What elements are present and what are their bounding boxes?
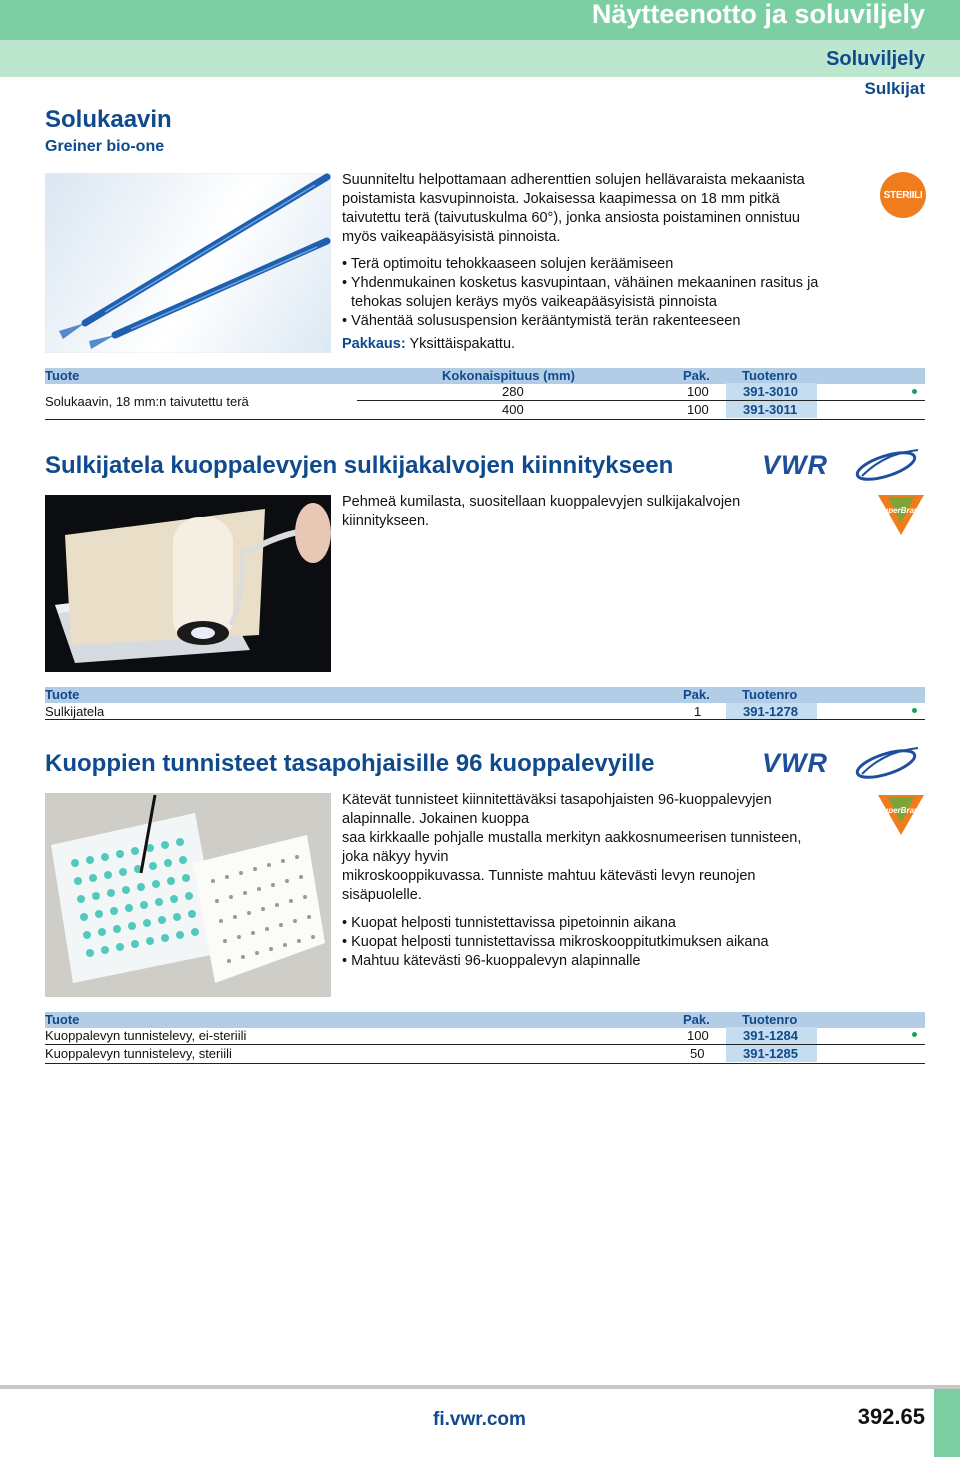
vwr-logo-text: VWR — [762, 748, 828, 778]
feature-item-continued: tehokas solujen keräys myös vaikeapääsyisistä pinnoista — [351, 294, 717, 310]
product1-description — [342, 171, 872, 247]
product3-desc-line: joka näkyy hyvin — [342, 849, 449, 865]
product3-desc-line: alapinnalle. Jokainen kuoppa — [342, 811, 530, 827]
product3-desc-line: mikroskooppikuvassa. Tunniste mahtuu kätevästi levyn reunojen — [342, 868, 756, 884]
table-bottom-line — [45, 1063, 925, 1064]
col-product: Tuote — [45, 368, 80, 383]
table-cell-pak: 100 — [687, 1028, 709, 1043]
table-bottom-line — [45, 719, 925, 720]
superbrand-text: SuperBrand — [878, 806, 924, 815]
table-bottom-line — [45, 419, 925, 420]
product1-desc-line: poistamista kasvupinnoista. Jokaisessa kaapimessa on 18 mm pitkä — [342, 191, 780, 207]
table-cell-pak: 1 — [694, 704, 702, 719]
product1-features — [342, 255, 882, 331]
availability-dot-icon — [912, 1032, 917, 1037]
product3-description — [342, 791, 872, 905]
feature-item: • Terä optimoitu tehokkaaseen solujen keräämiseen — [342, 256, 674, 272]
product3-table-header — [45, 1012, 925, 1028]
vwr-swoosh-icon — [852, 744, 927, 780]
superbrand-badge-icon — [876, 493, 926, 537]
product1-packaging — [342, 335, 515, 354]
superbrand-badge-icon — [876, 793, 926, 837]
col-length: Kokonaispituus (mm) — [442, 368, 575, 383]
product-code: 391-3010 — [726, 383, 817, 400]
chapter-title: Näytteenotto ja soluviljely — [591, 0, 925, 29]
footer-url-link[interactable]: fi.vwr.com — [433, 1409, 526, 1430]
packaging-label: Pakkaus: — [342, 336, 406, 352]
superbrand-triangle-icon — [876, 493, 926, 537]
col-pak: Pak. — [683, 368, 710, 383]
col-product: Tuote — [45, 1012, 80, 1027]
table-cell-name: Kuoppalevyn tunnistelevy, ei-steriili — [45, 1028, 247, 1043]
col-code: Tuotenro — [742, 1012, 798, 1027]
vwr-logo-icon — [762, 446, 927, 484]
header-subband — [0, 40, 960, 77]
feature-item: • Yhdenmukainen kosketus kasvupintaan, vähäinen mekaaninen rasitus ja — [342, 275, 819, 291]
feature-item: • Kuopat helposti tunnistettavissa pipetoinnin aikana — [342, 915, 676, 931]
cell-scraper-illustration — [45, 173, 331, 353]
feature-item: • Mahtuu kätevästi 96-kuoppalevyn alapinnalle — [342, 953, 641, 969]
col-code: Tuotenro — [742, 687, 798, 702]
feature-item: • Vähentää solususpension kerääntymistä terän rakenteeseen — [342, 313, 741, 329]
vwr-swoosh-icon — [852, 446, 927, 482]
product-code: 391-3011 — [726, 401, 817, 418]
packaging-value: Yksittäispakattu. — [409, 336, 516, 352]
sealing-roller-image — [45, 495, 331, 672]
col-product: Tuote — [45, 687, 80, 702]
col-pak: Pak. — [683, 1012, 710, 1027]
cell-scraper-image — [45, 173, 331, 353]
product3-features — [342, 914, 882, 971]
footer-divider — [0, 1385, 960, 1389]
sterile-badge-icon — [880, 172, 926, 218]
availability-dot-icon — [912, 389, 917, 394]
well-identifier-image — [45, 793, 331, 997]
subsection-title: Sulkijat — [864, 79, 925, 98]
product1-table-header — [45, 368, 925, 384]
table-cell-length: 280 — [502, 384, 524, 399]
product3-desc-line: saa kirkkaalle pohjalle mustalla merkityn aakkosnumeerisen tunnisteen, — [342, 830, 802, 846]
product1-desc-line: Suunniteltu helpottamaan adherenttien solujen hellävaraista mekaanista — [342, 172, 805, 188]
feature-item: • Kuopat helposti tunnistettavissa mikroskooppitutkimuksen aikana — [342, 934, 769, 950]
product2-desc-line: Pehmeä kumilasta, suositellaan kuoppalevyjen sulkijakalvojen — [342, 494, 741, 510]
product2-desc-line: kiinnitykseen. — [342, 513, 430, 529]
superbrand-triangle-icon — [876, 793, 926, 837]
col-pak: Pak. — [683, 687, 710, 702]
vwr-logo-icon — [762, 744, 927, 782]
product1-brand: Greiner bio-one — [45, 138, 165, 155]
availability-dot-icon — [912, 708, 917, 713]
product-code: 391-1278 — [726, 703, 817, 720]
product1-desc-line: myös vaikeapääsyisistä pinnoista. — [342, 229, 561, 245]
table-cell-pak: 100 — [687, 402, 709, 417]
table-cell-pak: 50 — [690, 1046, 705, 1061]
product2-table-header — [45, 687, 925, 703]
table-divider — [357, 400, 925, 401]
table-cell-pak: 100 — [687, 384, 709, 399]
table-cell-name: Kuoppalevyn tunnistelevy, steriili — [45, 1046, 232, 1061]
table-cell-name: Sulkijatela — [45, 704, 105, 719]
sterile-badge-text: STERIILI — [883, 189, 923, 201]
product3-title: Kuoppien tunnisteet tasapohjaisille 96 kuoppalevyille — [45, 750, 655, 777]
product2-description — [342, 493, 872, 531]
table-row-product-name: Solukaavin, 18 mm:n taivutettu terä — [45, 394, 249, 409]
product3-desc-line: sisäpuolelle. — [342, 887, 422, 903]
footer-tab — [934, 1389, 960, 1457]
product-code: 391-1285 — [726, 1045, 817, 1062]
col-code: Tuotenro — [742, 368, 798, 383]
section-title: Soluviljely — [826, 48, 925, 70]
product1-desc-line: taivutettu terä (taivutuskulma 60°), jonka ansiosta poistaminen onnistuu — [342, 210, 800, 226]
superbrand-text: SuperBrand — [878, 506, 924, 515]
sealing-roller-illustration — [45, 495, 331, 672]
vwr-logo-text: VWR — [762, 450, 828, 480]
product1-title: Solukaavin — [45, 106, 172, 133]
well-plate-illustration — [45, 793, 331, 997]
table-cell-length: 400 — [502, 402, 524, 417]
page-number: 392.65 — [857, 1404, 925, 1429]
product3-desc-line: Kätevät tunnisteet kiinnitettäväksi tasapohjaisten 96-kuoppalevyjen — [342, 792, 772, 808]
product-code: 391-1284 — [726, 1027, 817, 1044]
product2-title: Sulkijatela kuoppalevyjen sulkijakalvojen kiinnitykseen — [45, 452, 674, 479]
